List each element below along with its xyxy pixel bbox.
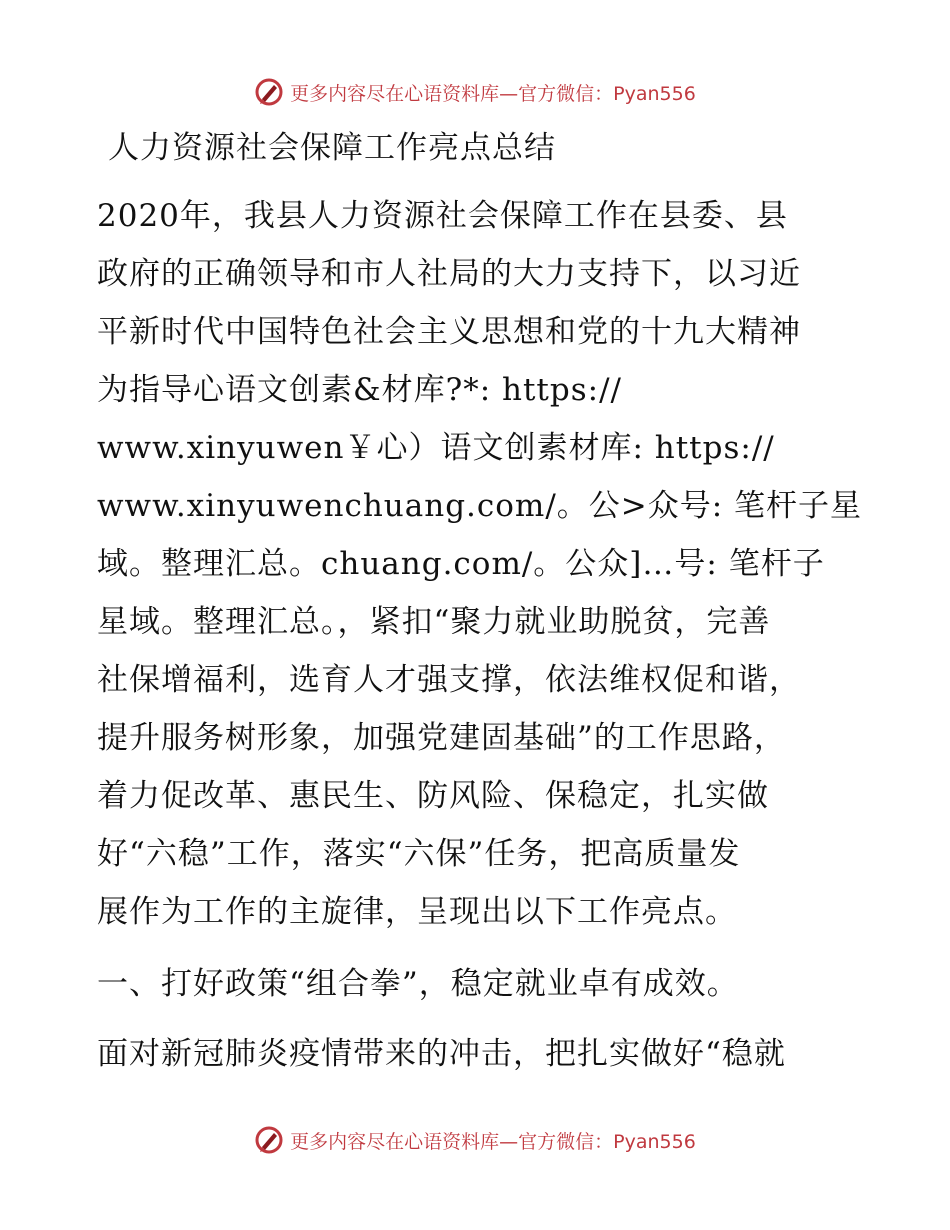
body-line: 好“六稳”工作，落实“六保”任务，把高质量发 [97,836,741,872]
body-line: 社保增福利，选育人才强支撑，依法维权促和谐， [97,662,801,698]
document-title: 人力资源社会保障工作亮点总结 [108,130,556,166]
body-line: 为指导心语文创素&材库?*: https:// [97,372,622,408]
pen-circle-logo-icon [254,77,284,107]
section-heading: 一、打好政策“组合拳”，稳定就业卓有成效。 [97,966,739,1002]
body-line: 面对新冠肺炎疫情带来的冲击，把扎实做好“稳就 [97,1036,786,1072]
body-line: 着力促改革、惠民生、防风险、保稳定，扎实做 [97,778,769,814]
body-line: 星域。整理汇总。，紧扣“聚力就业助脱贫，完善 [97,604,771,640]
body-line: 2020年，我县人力资源社会保障工作在县委、县 [97,198,788,234]
header-banner-text: 更多内容尽在心语资料库—官方微信：Pyan556 [290,82,696,105]
body-line: 政府的正确领导和市人社局的大力支持下，以习近 [97,256,801,292]
body-line: 展作为工作的主旋律，呈现出以下工作亮点。 [97,894,737,930]
footer-banner [0,1120,950,1160]
footer-banner-text: 更多内容尽在心语资料库—官方微信：Pyan556 [290,1130,696,1153]
body-line: www.xinyuwen￥心）语文创素材库: https:// [97,430,775,466]
body-line: 平新时代中国特色社会主义思想和党的十九大精神 [97,314,801,350]
pen-circle-logo-icon [254,1125,284,1155]
body-line: www.xinyuwenchuang.com/。公>众号: 笔杆子星 [97,488,863,524]
header-banner [0,72,950,112]
body-line: 域。整理汇总。chuang.com/。公众]…号: 笔杆子 [97,546,825,582]
body-line: 提升服务树形象，加强党建固基础”的工作思路， [97,720,786,756]
